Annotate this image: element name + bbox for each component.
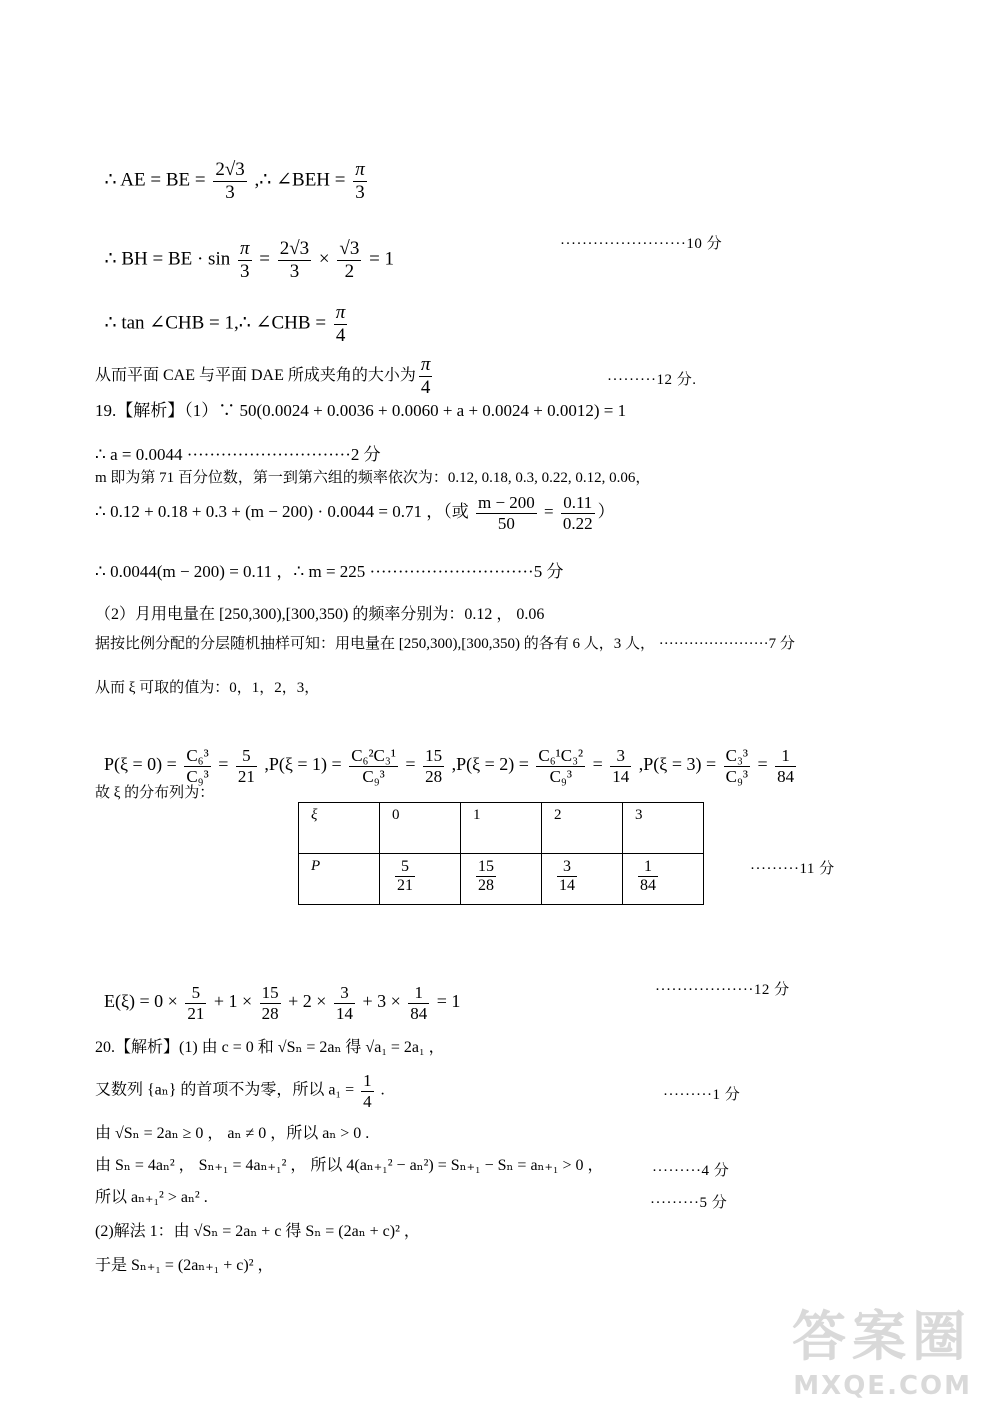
fraction bbox=[260, 983, 281, 1023]
line-bh bbox=[95, 219, 394, 283]
text: ,∴ ∠BEH = bbox=[249, 169, 351, 191]
fraction bbox=[561, 493, 595, 533]
fraction bbox=[557, 858, 577, 896]
score-10: ·······················10 分 bbox=[560, 236, 723, 252]
denominator: 3 bbox=[225, 181, 235, 203]
denominator: 14 bbox=[559, 877, 575, 895]
fraction bbox=[238, 238, 252, 283]
numerator: π bbox=[239, 238, 250, 259]
q20-part2-method1: (2)解法 1：由 √Sₙ = 2aₙ + c 得 Sₙ = (2aₙ + c)² ， bbox=[95, 1223, 420, 1240]
cell-text: 1 bbox=[473, 807, 481, 823]
score-11: ·········11 分 bbox=[750, 861, 835, 877]
cell-text: 0 bbox=[392, 807, 400, 823]
text: ,P(ξ = 1) = bbox=[259, 754, 347, 775]
fraction bbox=[408, 983, 429, 1023]
table-row bbox=[299, 854, 704, 905]
text: = bbox=[400, 754, 421, 775]
denominator: 14 bbox=[612, 766, 630, 786]
fraction bbox=[334, 983, 355, 1023]
fraction bbox=[775, 746, 796, 786]
denominator: C₉³ bbox=[186, 766, 209, 786]
denominator: C₉³ bbox=[725, 766, 748, 786]
table-cell bbox=[299, 854, 380, 905]
text: ∴ AE = BE = bbox=[104, 169, 211, 191]
q19-distribution-label: 故 ξ 的分布列为： bbox=[95, 785, 215, 801]
numerator: √3 bbox=[339, 238, 360, 259]
fraction bbox=[361, 1071, 374, 1111]
numerator: 2√3 bbox=[279, 238, 310, 259]
text: = 1 bbox=[432, 991, 461, 1012]
score-12b: ··················12 分 bbox=[655, 982, 790, 998]
fraction bbox=[353, 159, 367, 204]
denominator: 4 bbox=[335, 324, 346, 346]
denominator: 50 bbox=[497, 513, 515, 533]
numerator: 3 bbox=[334, 983, 355, 1004]
text: ∴ BH = BE · sin bbox=[104, 248, 235, 270]
q19-sampling: 据按比例分配的分层随机抽样可知：用电量在 [250,300),[300,350) 的各有 6 人，3 人， ······················7 分 bbox=[95, 636, 795, 652]
fraction bbox=[236, 746, 257, 786]
denominator: 3 bbox=[289, 260, 300, 282]
numerator: π bbox=[335, 302, 346, 323]
denominator: 84 bbox=[777, 766, 795, 786]
table-cell bbox=[623, 803, 704, 854]
numerator: m − 200 bbox=[477, 493, 535, 512]
q20-sn-plus-one: 于是 Sₙ₊₁ = (2aₙ₊₁ + c)² ， bbox=[95, 1257, 274, 1274]
fraction bbox=[337, 238, 361, 283]
fraction bbox=[334, 302, 348, 347]
q19-m-result: ∴ 0.0044(m − 200) = 0.11 ，∴ m = 225 ·····························5 分 bbox=[95, 562, 564, 581]
numerator: C₆¹C₃² bbox=[538, 746, 584, 765]
fraction bbox=[278, 238, 311, 283]
text: = bbox=[753, 754, 773, 775]
denominator: 84 bbox=[640, 877, 656, 895]
table-cell bbox=[542, 803, 623, 854]
cell-text: 2 bbox=[554, 807, 562, 823]
denominator: 3 bbox=[240, 260, 250, 282]
cell-text: P bbox=[311, 858, 321, 874]
fraction bbox=[476, 858, 496, 896]
q20-positive: 由 √Sₙ = 2aₙ ≥ 0 ， aₙ ≠ 0 ，所以 aₙ > 0 . bbox=[95, 1125, 370, 1142]
denominator: 21 bbox=[237, 766, 255, 786]
score-1: ·········1 分 bbox=[663, 1087, 741, 1103]
fraction bbox=[395, 858, 415, 896]
text: 又数列 {aₙ} 的首项不为零，所以 a₁ = bbox=[95, 1081, 359, 1099]
numerator: C₆²C₃¹ bbox=[351, 746, 396, 765]
table-cell bbox=[542, 854, 623, 905]
numerator: 2√3 bbox=[215, 159, 245, 180]
text: ∴ tan ∠CHB = 1,∴ ∠CHB = bbox=[104, 312, 331, 334]
fraction bbox=[423, 746, 444, 786]
fraction bbox=[724, 746, 750, 786]
watermark-url: MXQE.COM bbox=[793, 1371, 972, 1401]
numerator: 1 bbox=[775, 746, 796, 767]
denominator: 3 bbox=[355, 181, 365, 203]
text: = bbox=[588, 754, 608, 775]
q19-title: 19.【解析】（1）∵ 50(0.0024 + 0.0036 + 0.0060 + a + 0.0024 + 0.0012) = 1 bbox=[95, 401, 627, 420]
numerator: 3 bbox=[610, 746, 631, 767]
numerator: C₆³ bbox=[186, 746, 209, 765]
text: + 1 × bbox=[209, 991, 257, 1012]
denominator: 84 bbox=[410, 1003, 428, 1023]
numerator: π bbox=[355, 159, 365, 180]
q19-freq-list: m 即为第 71 百分位数，第一到第六组的频率依次为：0.12, 0.18, 0.3, 0.22, 0.12, 0.06， bbox=[95, 470, 651, 486]
fraction bbox=[184, 746, 210, 786]
table-row bbox=[299, 803, 704, 854]
numerator: 0.11 bbox=[561, 493, 595, 514]
numerator: C₃³ bbox=[725, 746, 748, 765]
fraction bbox=[213, 159, 246, 204]
table-cell bbox=[299, 803, 380, 854]
text: ,P(ξ = 2) = bbox=[447, 754, 534, 775]
numerator: 1 bbox=[363, 1071, 372, 1090]
q19-a-value: ∴ a = 0.0044 ·····························2 分 bbox=[95, 445, 381, 464]
text: P(ξ = 0) = bbox=[104, 754, 182, 775]
numerator: 3 bbox=[557, 858, 577, 877]
numerator: π bbox=[420, 354, 431, 375]
cell-text: ξ bbox=[311, 807, 318, 823]
q19-part2-freq: （2）月用电量在 [250,300),[300,350) 的频率分别为：0.12 ， 0.06 bbox=[95, 606, 545, 623]
text: = 1 bbox=[364, 248, 395, 270]
score-5: ·········5 分 bbox=[650, 1195, 728, 1211]
numerator: 15 bbox=[261, 983, 279, 1002]
denominator: 28 bbox=[478, 877, 494, 895]
fraction bbox=[638, 858, 658, 896]
watermark-text: 答案圈 bbox=[792, 1305, 972, 1368]
numerator: 15 bbox=[425, 746, 443, 765]
table-cell bbox=[380, 854, 461, 905]
text: × bbox=[314, 248, 335, 270]
denominator: 4 bbox=[363, 1091, 372, 1111]
text: E(ξ) = 0 × bbox=[104, 991, 183, 1012]
line-plane-angle bbox=[95, 354, 435, 399]
text: . bbox=[376, 1081, 385, 1099]
text: 从而平面 CAE 与平面 DAE 所成夹角的大小为 bbox=[95, 367, 416, 385]
watermark-logo bbox=[792, 1294, 972, 1401]
q20-sn-relation: 由 Sₙ = 4aₙ² ， Sₙ₊₁ = 4aₙ₊₁² ， 所以 4(aₙ₊₁² − aₙ²) = Sₙ₊₁ − Sₙ = aₙ₊₁ > 0 ， bbox=[95, 1157, 604, 1174]
q19-xi-values: 从而 ξ 可取的值为：0，1，2，3， bbox=[95, 680, 320, 696]
text: = bbox=[254, 248, 275, 270]
q19-expectation bbox=[95, 965, 460, 1023]
line-ae-be bbox=[95, 140, 370, 204]
denominator: C₉³ bbox=[362, 766, 385, 786]
score-4: ·········4 分 bbox=[652, 1163, 730, 1179]
score-12a: ·········12 分. bbox=[607, 372, 697, 388]
denominator: 28 bbox=[425, 766, 443, 786]
text: + 3 × bbox=[357, 991, 406, 1012]
fraction bbox=[610, 746, 631, 786]
text: + 2 × bbox=[283, 991, 331, 1012]
table-cell bbox=[461, 803, 542, 854]
text: ∴ 0.12 + 0.18 + 0.3 + (m − 200) · 0.0044 = 0.71 ，（或 bbox=[95, 501, 473, 521]
numerator: 1 bbox=[638, 858, 658, 877]
text: = bbox=[213, 754, 233, 775]
numerator: 5 bbox=[236, 746, 257, 767]
line-tan-chb bbox=[95, 283, 350, 347]
numerator: 15 bbox=[476, 858, 496, 877]
denominator: 14 bbox=[335, 1003, 353, 1023]
denominator: 0.22 bbox=[562, 513, 593, 533]
denominator: 28 bbox=[261, 1003, 279, 1023]
text: ,P(ξ = 3) = bbox=[634, 754, 721, 775]
distribution-table bbox=[298, 802, 704, 905]
numerator: 5 bbox=[185, 983, 206, 1004]
q20-first-term bbox=[95, 1071, 385, 1111]
q20-title: 20.【解析】(1) 由 c = 0 和 √Sₙ = 2aₙ 得 √a₁ = 2a₁ ， bbox=[95, 1039, 445, 1056]
fraction bbox=[536, 746, 585, 786]
q20-conclusion: 所以 aₙ₊₁² > aₙ² . bbox=[95, 1189, 208, 1206]
q19-m-equation bbox=[95, 493, 615, 533]
denominator: 21 bbox=[397, 877, 413, 895]
fraction bbox=[419, 354, 433, 399]
table-cell bbox=[461, 854, 542, 905]
numerator: 5 bbox=[395, 858, 415, 877]
text: = bbox=[539, 501, 558, 521]
fraction bbox=[349, 746, 398, 786]
q19-probabilities bbox=[95, 728, 799, 786]
fraction bbox=[185, 983, 206, 1023]
numerator: 1 bbox=[408, 983, 429, 1004]
denominator: 4 bbox=[420, 376, 431, 398]
denominator: 2 bbox=[344, 260, 355, 282]
denominator: 21 bbox=[187, 1003, 205, 1023]
text: ） bbox=[597, 501, 615, 521]
table-cell bbox=[380, 803, 461, 854]
table-cell bbox=[623, 854, 704, 905]
cell-text: 3 bbox=[635, 807, 643, 823]
denominator: C₉³ bbox=[549, 766, 572, 786]
fraction bbox=[476, 493, 537, 533]
